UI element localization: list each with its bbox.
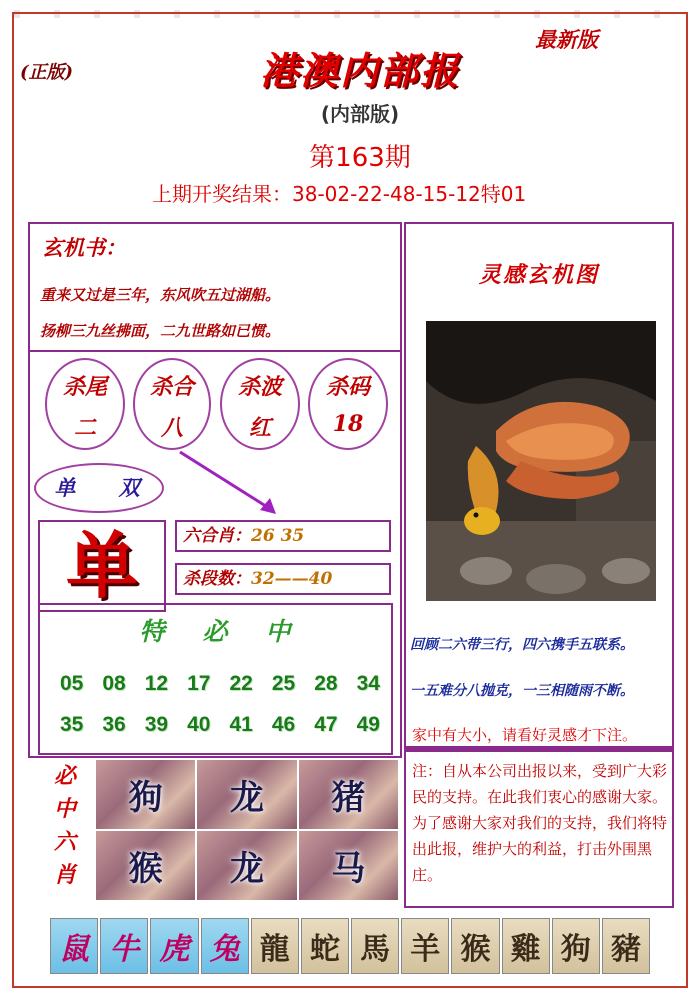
zodiac-tile: 雞 xyxy=(502,918,550,974)
zodiac-cell xyxy=(96,760,195,829)
right-text-line-2: 一五难分八抛克，一三相随雨不断。 xyxy=(410,683,634,699)
kill-code-oval xyxy=(308,358,388,450)
zodiac-label-char: 六 xyxy=(53,829,76,855)
six-combo-box xyxy=(175,520,391,552)
latest-edition-tag: 最新版 xyxy=(535,27,598,52)
number: 34 xyxy=(356,672,380,695)
xuanji-label: 玄机书： xyxy=(42,235,126,260)
snake-photo xyxy=(426,321,656,601)
zodiac-label-char: 肖 xyxy=(53,862,76,888)
zodiac-cell xyxy=(299,831,398,900)
picture-title: 灵感玄机图 xyxy=(478,262,599,288)
arrow-icon xyxy=(176,448,286,518)
right-text-line-3: 家中有大小，请看好灵感才下注。 xyxy=(412,726,638,744)
number: 22 xyxy=(229,672,253,695)
number: 47 xyxy=(314,713,338,736)
number: 08 xyxy=(102,672,126,695)
zodiac-cell xyxy=(197,831,296,900)
zodiac-char: 龙 xyxy=(229,778,264,818)
zodiac-cell xyxy=(96,831,195,900)
kill-wave-oval xyxy=(220,358,300,450)
number: 25 xyxy=(271,672,296,695)
six-combo-value: 26 35 xyxy=(251,526,305,546)
kill-tail-oval xyxy=(45,358,125,450)
notice-text: 注：自从本公司出报以来，受到广大彩民的支持。在此我们衷心的感谢大家。为了感谢大家对我们的支持，我们将特出此报，维护大的利益，打击外围黑庄。 xyxy=(404,750,674,908)
number: 12 xyxy=(144,672,169,695)
oval-value: 二 xyxy=(73,415,96,441)
oval-label: 杀码 xyxy=(325,374,370,400)
odd-pick-char: 单 xyxy=(65,523,138,608)
zodiac-bar xyxy=(50,918,650,974)
zodiac-tile: 兔 xyxy=(201,918,249,974)
number: 49 xyxy=(356,713,380,736)
number: 05 xyxy=(60,672,84,695)
poem-line-1: 重来又过是三年，东风吹五过湖船。 xyxy=(40,286,281,304)
numbers-row-1 xyxy=(60,672,380,696)
zodiac-tile: 馬 xyxy=(351,918,399,974)
oval-value: 18 xyxy=(332,411,364,437)
odd-pick-box xyxy=(38,520,166,612)
number: 28 xyxy=(314,672,338,695)
zodiac-grid xyxy=(96,760,398,900)
zodiac-tile: 狗 xyxy=(552,918,600,974)
genuine-tag: (正版) xyxy=(20,62,74,83)
issue-number: 第163期 xyxy=(309,143,411,173)
number: 36 xyxy=(102,713,126,736)
right-text-line-1: 回顾二六带三行，四六携手五联系。 xyxy=(410,637,634,653)
poem-line-2: 扬柳三九丝拂面，二九世路如已惯。 xyxy=(40,322,281,340)
zodiac-tile: 龍 xyxy=(251,918,299,974)
zodiac-char: 猴 xyxy=(128,849,163,889)
number: 17 xyxy=(187,672,211,695)
zodiac-char: 龙 xyxy=(229,849,264,889)
page-subtitle: (内部版) xyxy=(320,102,400,126)
number: 35 xyxy=(60,713,84,736)
oval-label: 杀波 xyxy=(237,374,282,400)
zodiac-tile: 鼠 xyxy=(50,918,98,974)
odd-even-oval: 单 双 xyxy=(34,463,164,513)
zodiac-label-char: 必 xyxy=(53,763,76,789)
zodiac-tile: 豬 xyxy=(602,918,650,974)
zodiac-tile: 蛇 xyxy=(301,918,349,974)
zodiac-cell xyxy=(197,760,296,829)
zodiac-char: 猪 xyxy=(331,778,366,818)
zodiac-tile: 牛 xyxy=(100,918,148,974)
page-title: 港澳内部报 xyxy=(259,48,460,93)
oval-label: 杀合 xyxy=(149,374,194,400)
kill-combo-oval xyxy=(133,358,211,450)
number: 40 xyxy=(187,713,211,736)
oval-value: 八 xyxy=(160,415,183,441)
kill-range-label: 杀段数： xyxy=(183,569,251,589)
six-combo-label: 六合肖： xyxy=(183,526,251,546)
zodiac-cell xyxy=(299,760,398,829)
zodiac-tile: 虎 xyxy=(150,918,198,974)
oval-value: 红 xyxy=(248,415,271,441)
kill-range-box xyxy=(175,563,391,595)
snake-icon xyxy=(426,321,656,601)
zodiac-tile: 猴 xyxy=(451,918,499,974)
number: 41 xyxy=(229,713,253,736)
number: 39 xyxy=(144,713,169,736)
zodiac-char: 狗 xyxy=(128,778,163,818)
six-zodiac-label xyxy=(45,760,85,892)
kill-range-value: 32——40 xyxy=(251,569,333,589)
divider xyxy=(30,350,400,352)
zodiac-char: 马 xyxy=(331,849,366,889)
number: 46 xyxy=(271,713,296,736)
zodiac-label-char: 中 xyxy=(53,796,76,822)
special-numbers-title: 特必中 xyxy=(139,617,329,646)
numbers-row-2 xyxy=(60,713,380,737)
oval-label: 杀尾 xyxy=(62,374,107,400)
zodiac-tile: 羊 xyxy=(401,918,449,974)
last-draw-result: 上期开奖结果：38-02-22-48-15-12特01 xyxy=(152,182,527,206)
